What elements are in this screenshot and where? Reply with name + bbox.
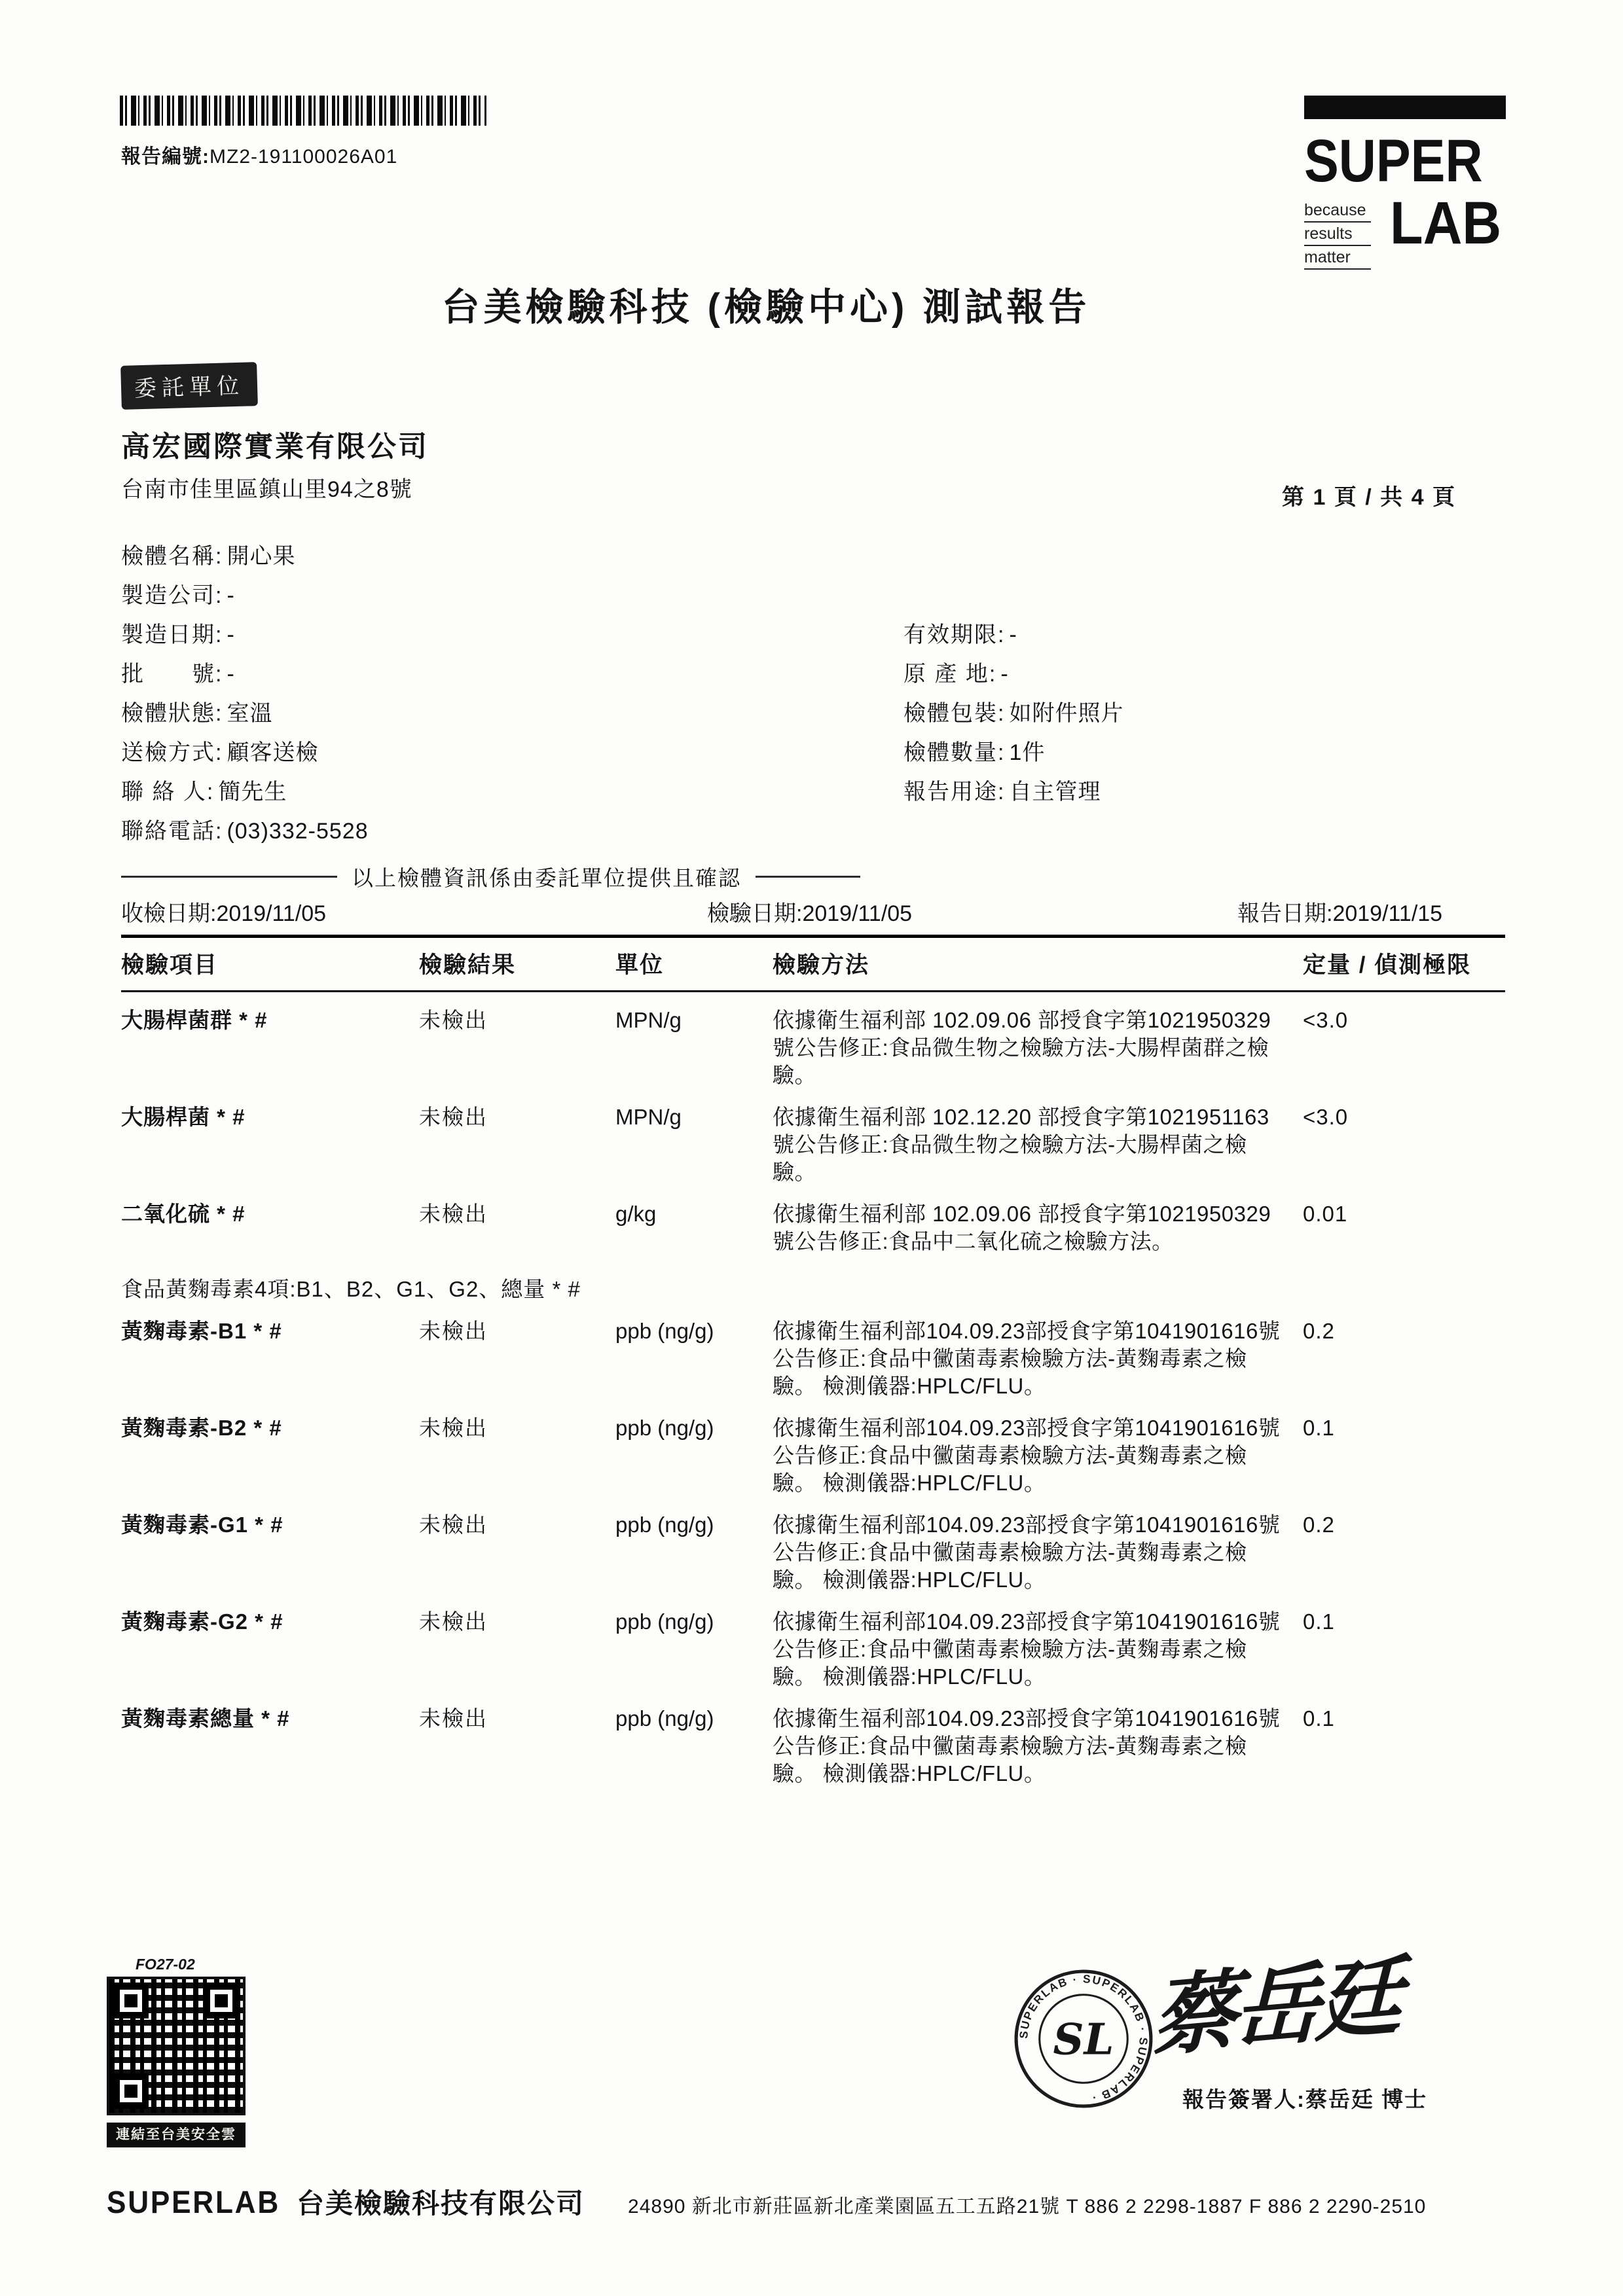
cell-unit: MPN/g [615,1105,682,1129]
qr-code [107,1977,246,2115]
header-result: 檢驗結果 [419,952,517,978]
table-row [121,1414,1505,1497]
field-value: 1件 [1009,740,1046,765]
field-label: 製造公司: [121,583,223,608]
logo-top-bar [1304,96,1506,119]
field-label: 檢體狀態: [121,701,223,726]
cell-result: 未檢出 [419,1008,488,1032]
tagline-matter: matter [1304,246,1371,270]
lab-seal [1013,1969,1154,2109]
barcode [120,96,486,126]
field-label: 聯 絡 人: [121,780,215,804]
tagline-results: results [1304,223,1371,246]
field-value: - [1000,662,1009,687]
cell-unit: ppb (ng/g) [615,1609,714,1634]
page-indicator: 第 1 頁 / 共 4 頁 [1282,485,1456,510]
cell-item: 二氧化硫 * # [121,1202,246,1226]
table-row [121,1705,1505,1787]
header-limit: 定量 / 偵測極限 [1303,952,1472,978]
field-value: 2019/11/05 [216,901,327,926]
qr-caption: 連結至台美安全雲 [107,2123,246,2147]
logo-lab-text: LAB [1389,190,1502,257]
cell-item: 大腸桿菌 * # [121,1105,246,1129]
footer-company-en: SUPERLAB [107,2185,280,2220]
cell-limit: 0.2 [1303,1513,1335,1537]
cell-method: 依據衛生福利部104.09.23部授食字第1041901616號公告修正:食品中黴菌毒素檢驗方法-黃麴毒素之檢驗。 檢測儀器:HPLC/FLU。 [773,1319,1281,1398]
field-expiry-date [903,615,1123,655]
qr-finder-pattern [113,2073,149,2109]
cell-method: 依據衛生福利部104.09.23部授食字第1041901616號公告修正:食品中黴菌毒素檢驗方法-黃麴毒素之檢驗。 檢測儀器:HPLC/FLU。 [773,1513,1281,1592]
cell-limit: <3.0 [1303,1008,1349,1032]
table-row [121,1318,1505,1400]
client-address: 台南市佳里區鎮山里94之8號 [121,477,412,502]
test-date [707,895,912,927]
cell-unit: ppb (ng/g) [615,1513,714,1537]
divider-dash [756,876,860,878]
cell-method: 依據衛生福利部 102.09.06 部授食字第1021950329 號公告修正:食品中二氧化硫之檢驗方法。 [773,1202,1271,1253]
field-label: 報告用途: [903,780,1006,804]
cell-result: 未檢出 [419,1202,488,1226]
cell-limit: 0.01 [1303,1202,1348,1226]
field-label: 聯絡電話: [121,819,223,844]
page-title: 台美檢驗科技 (檢驗中心) 測試報告 [441,286,1091,329]
signer-signature: 蔡岳廷 [1150,1945,1399,2069]
table-row [121,1007,1505,1089]
field-value: 自主管理 [1009,780,1101,804]
cell-method: 依據衛生福利部 102.12.20 部授食字第1021951163號公告修正:食品微生物之檢驗方法-大腸桿菌之檢驗。 [773,1105,1269,1184]
form-number: FO27-02 [136,1956,195,1973]
field-batch-no [121,655,1529,694]
cell-limit: <3.0 [1303,1105,1349,1129]
field-manufacturer [121,576,1529,615]
cell-unit: ppb (ng/g) [615,1319,714,1343]
cell-item: 大腸桿菌群 * # [121,1008,268,1032]
field-value: - [227,622,235,647]
seal-ring-text: SUPERLAB · SUPERLAB · SUPERLAB · [1017,1972,1150,2105]
report-date [1237,895,1442,927]
field-value: - [227,662,235,687]
table-row [121,1200,1505,1255]
field-label: 檢驗日期: [707,901,803,926]
logo-super-text: SUPER [1304,128,1483,194]
footer-address: 24890 新北市新莊區新北產業園區五工五路21號 T 886 2 2298-1887 F 886 2 2290-2510 [628,2196,1427,2217]
field-label: 有效期限: [903,622,1006,647]
cell-method: 依據衛生福利部104.09.23部授食字第1041901616號公告修正:食品中黴菌毒素檢驗方法-黃麴毒素之檢驗。 檢測儀器:HPLC/FLU。 [773,1416,1281,1495]
cell-unit: ppb (ng/g) [615,1416,714,1440]
cell-result: 未檢出 [419,1319,488,1343]
report-number-label: 報告編號: [121,146,210,168]
cell-result: 未檢出 [419,1513,488,1537]
cell-item: 黃麴毒素-G1 * # [121,1513,283,1537]
field-value: (03)332-5528 [227,819,369,844]
results-table [121,935,1505,1787]
field-contact-person [121,772,1529,812]
table-row [121,1608,1505,1691]
field-report-purpose [903,772,1123,812]
field-value: 室溫 [227,701,273,726]
cell-limit: 0.1 [1303,1706,1335,1731]
field-origin [903,655,1123,694]
table-header-row [121,935,1505,992]
cell-item: 黃麴毒素-B2 * # [121,1416,282,1440]
cell-result: 未檢出 [419,1609,488,1634]
field-delivery-method [121,733,1529,772]
field-packaging [903,694,1123,733]
field-value: - [1009,622,1017,647]
report-number-value: MZ2-191100026A01 [210,146,398,168]
cell-result: 未檢出 [419,1105,488,1129]
field-label: 送檢方式: [121,740,223,765]
table-row [121,1511,1505,1594]
receive-date [121,895,326,927]
cell-limit: 0.1 [1303,1416,1335,1440]
table-row [121,1103,1505,1186]
confirmation-note [121,861,1529,892]
field-label: 檢體名稱: [121,544,223,569]
superlab-logo [1304,96,1514,270]
field-label: 檢體數量: [903,740,1006,765]
cell-method: 依據衛生福利部104.09.23部授食字第1041901616號公告修正:食品中黴菌毒素檢驗方法-黃麴毒素之檢驗。 檢測儀器:HPLC/FLU。 [773,1609,1281,1689]
sample-info-section [121,537,1529,851]
cell-method: 依據衛生福利部104.09.23部授食字第1041901616號公告修正:食品中黴菌毒素檢驗方法-黃麴毒素之檢驗。 檢測儀器:HPLC/FLU。 [773,1706,1281,1785]
signer-line: 報告簽署人:蔡岳廷 博士 [1182,2087,1428,2111]
cell-unit: MPN/g [615,1008,682,1032]
header-unit: 單位 [615,952,665,978]
client-stamp: 委託單位 [120,362,258,410]
field-label: 檢體包裝: [903,701,1006,726]
field-contact-phone [121,812,1529,851]
field-sample-state [121,694,1529,733]
footer-company-zh: 台美檢驗科技有限公司 [297,2188,585,2219]
confirmation-text: 以上檢體資訊係由委託單位提供且確認 [352,866,741,890]
logo-tagline [1304,195,1381,270]
field-manufacture-date [121,615,1529,655]
cell-item: 黃麴毒素總量 * # [121,1706,290,1731]
tagline-because: because [1304,199,1371,223]
dates-row [121,895,1529,927]
field-value: 簡先生 [218,780,287,804]
qr-finder-pattern [113,1983,149,2018]
footer [107,2182,1534,2221]
report-number [121,140,397,169]
cell-item: 黃麴毒素-G2 * # [121,1609,283,1634]
sample-info-left-column [121,537,1529,851]
field-sample-name [121,537,1529,576]
cell-method: 依據衛生福利部 102.09.06 部授食字第1021950329號公告修正:食品微生物之檢驗方法-大腸桿菌群之檢驗。 [773,1008,1271,1087]
field-label: 收檢日期: [121,901,217,926]
field-value: 2019/11/15 [1332,901,1443,926]
header-method: 檢驗方法 [773,952,870,978]
cell-item: 黃麴毒素-B1 * # [121,1319,282,1343]
field-value: - [227,583,235,608]
sample-info-right-column [903,615,1123,812]
field-value: 開心果 [227,544,296,569]
field-value: 2019/11/05 [802,901,913,926]
aflatoxin-section-note: 食品黃麴毒素4項:B1、B2、G1、G2、總量 * # [121,1277,581,1301]
cell-limit: 0.1 [1303,1609,1335,1634]
field-label: 原 產 地: [903,662,997,687]
field-label: 批 號: [121,662,223,687]
field-value: 顧客送檢 [227,740,319,765]
cell-limit: 0.2 [1303,1319,1335,1343]
cell-result: 未檢出 [419,1416,488,1440]
header-item: 檢驗項目 [121,952,219,978]
field-label: 報告日期: [1237,901,1333,926]
cell-unit: g/kg [615,1202,657,1226]
qr-finder-pattern [204,1983,239,2018]
cell-unit: ppb (ng/g) [615,1706,714,1731]
field-label: 製造日期: [121,622,223,647]
client-name: 高宏國際實業有限公司 [121,431,429,463]
field-quantity [903,733,1123,772]
cell-result: 未檢出 [419,1706,488,1731]
field-value: 如附件照片 [1009,701,1124,726]
divider-dash [121,876,337,878]
seal-monogram: SL [1053,2015,1114,2065]
